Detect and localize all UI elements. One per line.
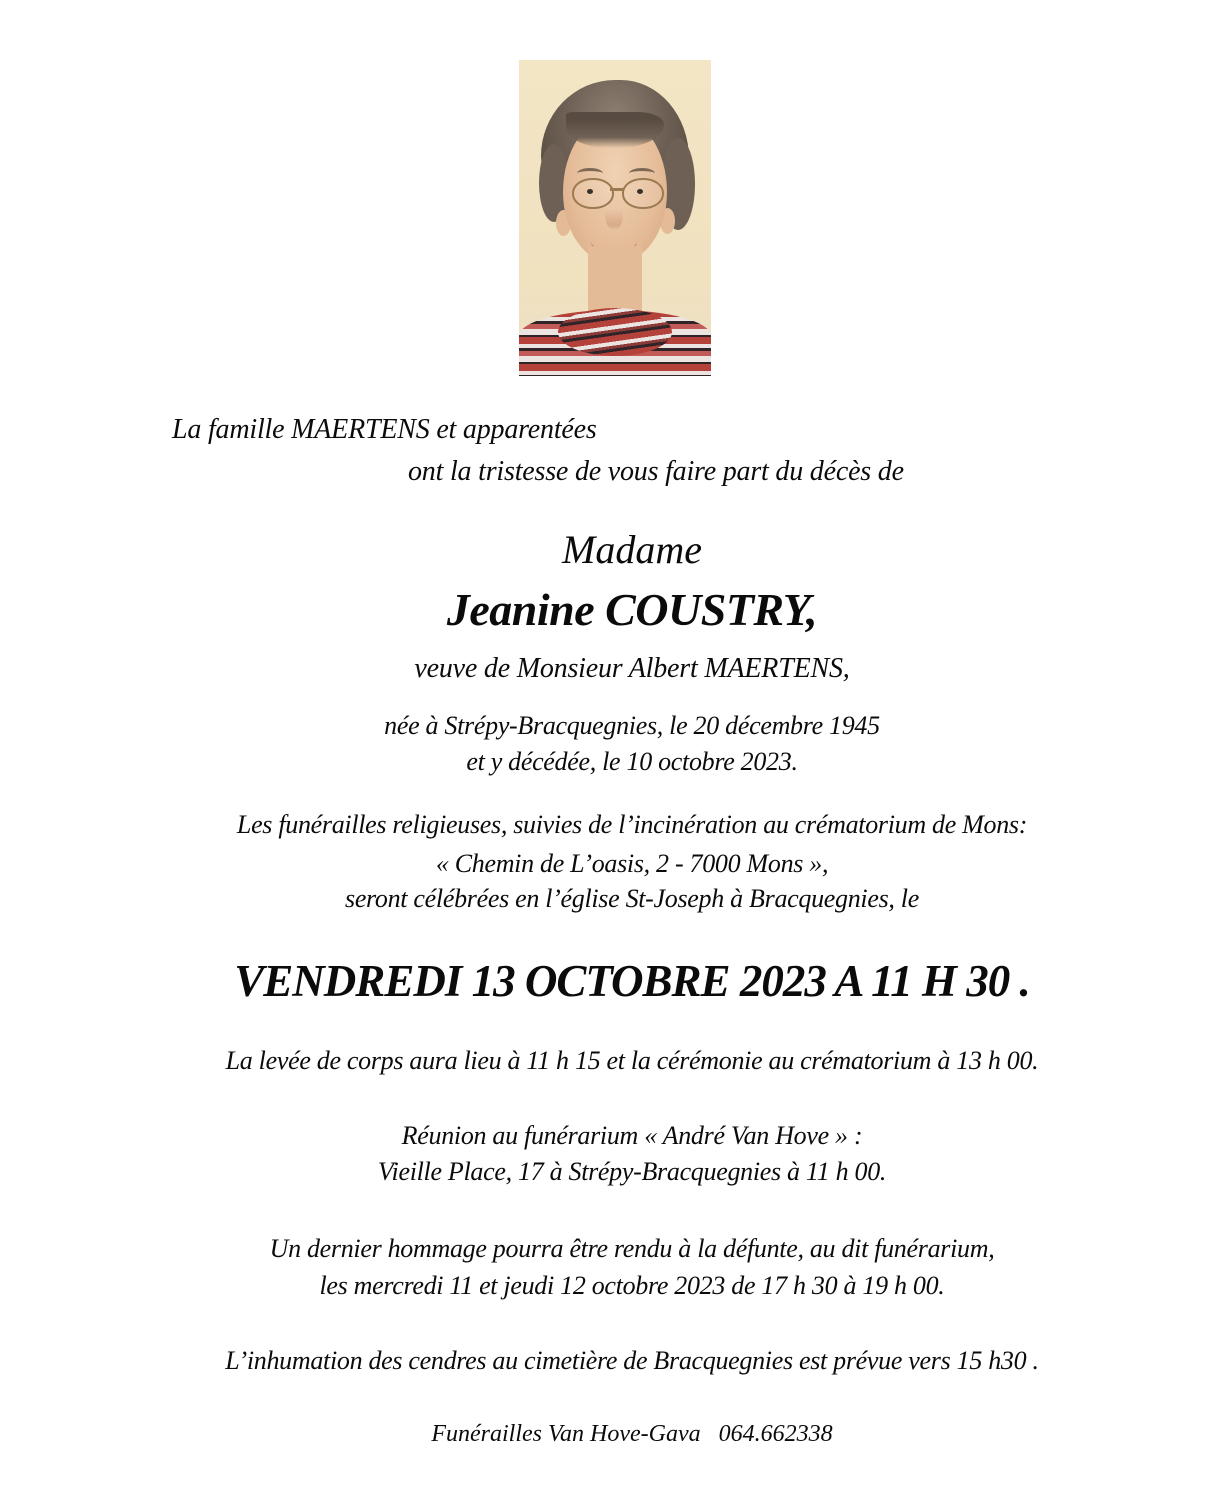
birth-line: née à Strépy-Bracquegnies, le 20 décembre 1945 (384, 711, 880, 740)
sadness-line: ont la tristesse de vous faire part du décès de (408, 456, 904, 487)
title-madame: Madame (562, 527, 702, 572)
funeral-line-1: Les funérailles religieuses, suivies de l’incinération au crématorium de Mons: (236, 810, 1028, 839)
portrait-eye-right (637, 189, 643, 194)
deceased-name: Jeanine COUSTRY, (446, 584, 818, 635)
hommage-line-2: les mercredi 11 et jeudi 12 octobre 2023 de 17 h 30 à 19 h 00. (319, 1271, 945, 1300)
glasses-bridge (610, 188, 623, 191)
widow-line: veuve de Monsieur Albert MAERTENS, (414, 653, 850, 684)
death-line: et y décédée, le 10 octobre 2023. (466, 747, 798, 776)
levee-line: La levée de corps aura lieu à 11 h 15 et la cérémonie au crématorium à 13 h 00. (225, 1046, 1039, 1075)
reunion-line-1: Réunion au funérarium « André Van Hove » : (401, 1121, 863, 1150)
ceremony-date-line: VENDREDI 13 OCTOBRE 2023 A 11 H 30 . (234, 956, 1030, 1006)
inhumation-line: L’inhumation des cendres au cimetière de Bracquegnies est prévue vers 15 h30 . (225, 1346, 1039, 1375)
hommage-line-1: Un dernier hommage pourra être rendu à la défunte, au dit funérarium, (269, 1234, 995, 1263)
funeral-line-2: « Chemin de L’oasis, 2 - 7000 Mons », (435, 849, 829, 878)
reunion-line-2: Vieille Place, 17 à Strépy-Bracquegnies à 11 h 00. (377, 1157, 887, 1186)
family-line: La famille MAERTENS et apparentées (172, 414, 597, 445)
portrait-nose (605, 200, 623, 230)
glasses-right-lens (622, 178, 664, 209)
portrait-photo (519, 60, 711, 376)
funeral-home-footer: Funérailles Van Hove-Gava 064.662338 (431, 1421, 833, 1447)
portrait-neck (588, 246, 642, 316)
portrait-eye-left (587, 189, 593, 194)
funeral-line-3: seront célébrées en l’église St-Joseph à Bracquegnies, le (345, 884, 919, 913)
portrait-collar (558, 308, 672, 356)
